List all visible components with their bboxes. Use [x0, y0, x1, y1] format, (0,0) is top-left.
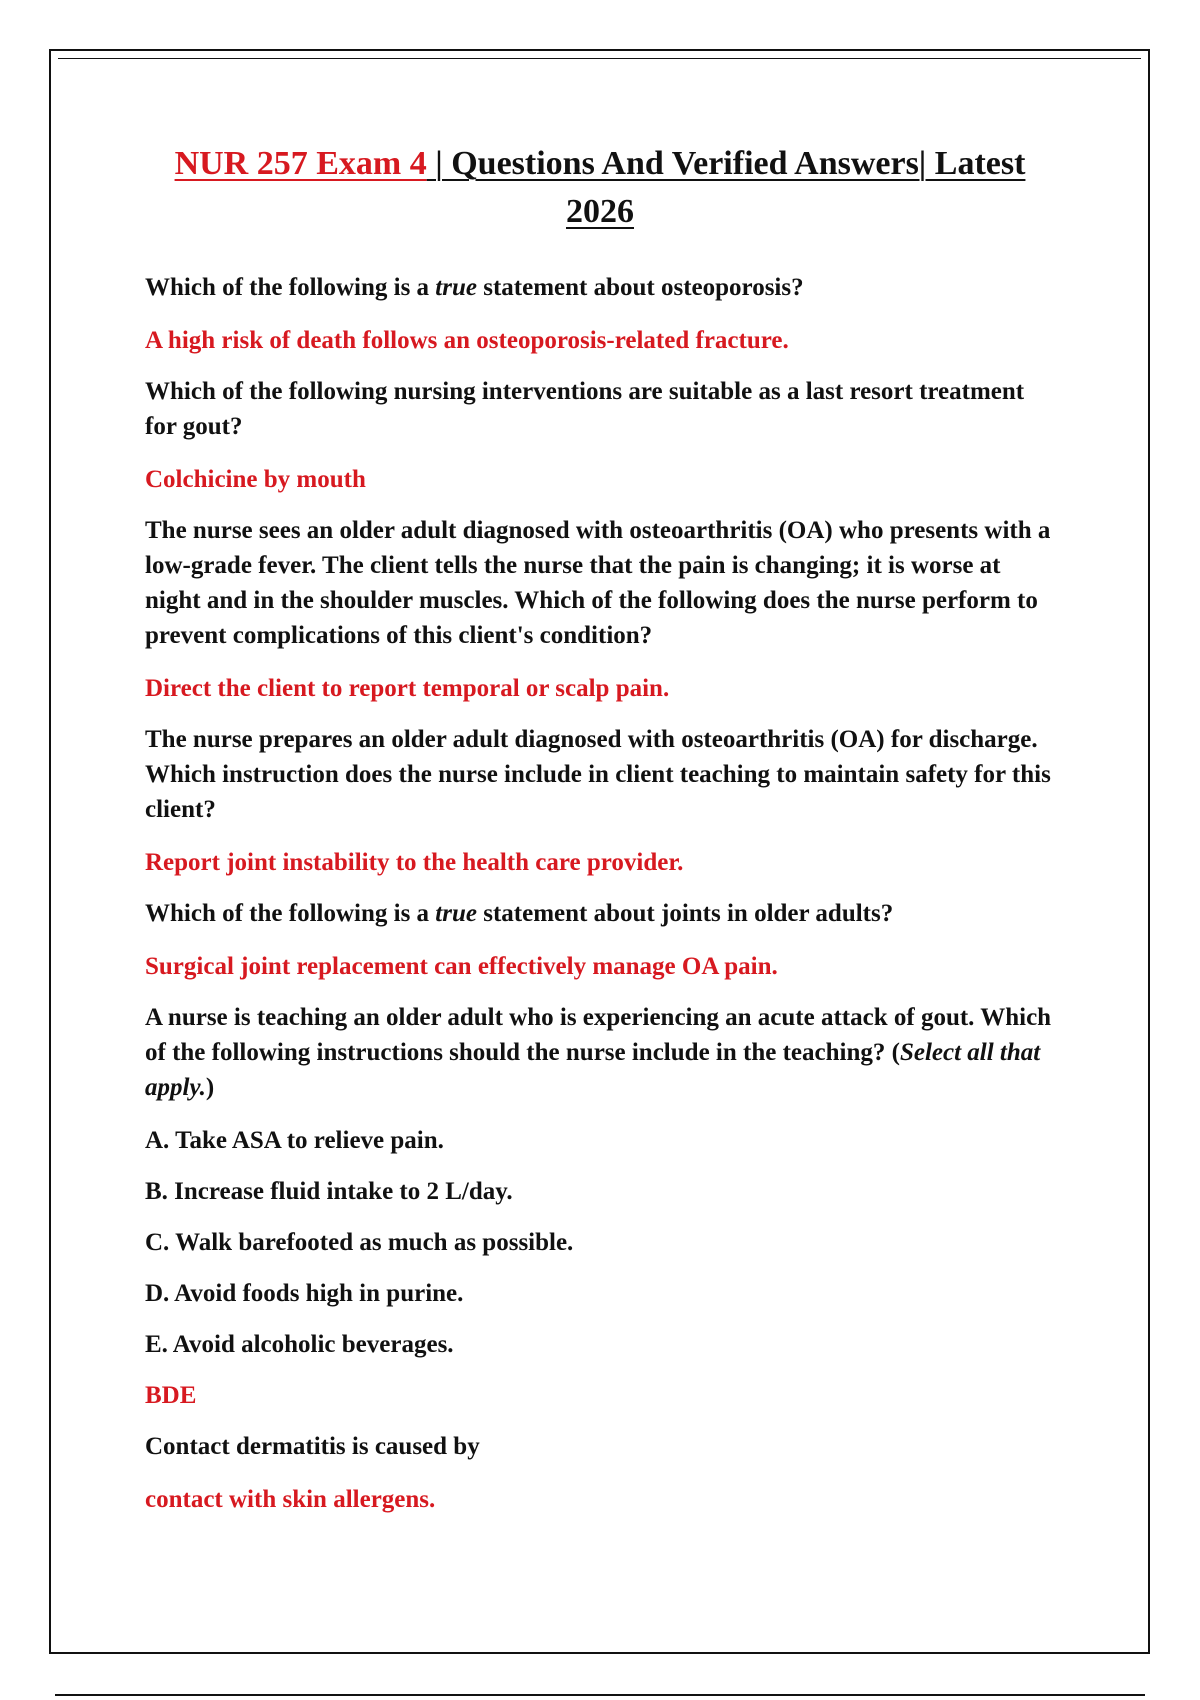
- question-6-emphasis: Select all that apply.: [145, 1039, 1041, 1101]
- question-4: The nurse prepares an older adult diagnosed with osteoarthritis (OA) for discharge. Which instruction does the nurse include in client teaching to maintain safety for this client?: [145, 726, 1051, 823]
- question-6: [145, 1000, 1055, 1105]
- answer-4: Report joint instability to the health care provider.: [145, 849, 684, 876]
- question-1-text-end: statement about osteoporosis?: [476, 274, 804, 301]
- option-b: B. Increase fluid intake to 2 L/day.: [145, 1178, 513, 1205]
- document-body: [145, 140, 1055, 1533]
- option-d: D. Avoid foods high in purine.: [145, 1280, 464, 1307]
- document-title: [145, 140, 1055, 236]
- question-1: [145, 270, 1055, 305]
- question-2: Which of the following nursing interventions are suitable as a last resort treatment for gout?: [145, 378, 1025, 440]
- title-subtitle: | Questions And Verified Answers| Latest: [426, 145, 1026, 182]
- answer-7: contact with skin allergens.: [145, 1486, 436, 1513]
- question-1-emphasis: true: [435, 274, 477, 301]
- answer-6: BDE: [145, 1382, 197, 1409]
- question-5-text: Which of the following is a: [145, 900, 436, 927]
- question-5-text-end: statement about joints in older adults?: [476, 900, 894, 927]
- question-7: Contact dermatitis is caused by: [145, 1433, 480, 1460]
- question-5-emphasis: true: [435, 900, 477, 927]
- answer-5: Surgical joint replacement can effectively manage OA pain.: [145, 953, 778, 980]
- answer-3: Direct the client to report temporal or scalp pain.: [145, 675, 670, 702]
- answer-1: A high risk of death follows an osteoporosis-related fracture.: [145, 327, 789, 354]
- bottom-rule: [55, 1694, 1145, 1696]
- title-course: NUR 257 Exam 4: [174, 145, 427, 182]
- question-1-text: Which of the following is a: [145, 274, 436, 301]
- question-6-text-end: ): [205, 1074, 215, 1101]
- question-3: The nurse sees an older adult diagnosed with osteoarthritis (OA) who presents with a low-grade fever. The client tells the nurse that the pain is changing; it is worse at night and in the shoulder muscles. Which of the following does the nurse perform to prevent complications of this client's condition?: [145, 517, 1051, 649]
- question-5: [145, 896, 1055, 931]
- title-year: 2026: [566, 193, 634, 230]
- question-6-text: A nurse is teaching an older adult who is experiencing an acute attack of gout. Which of the following instructions should the nurse include in the teaching? (: [145, 1004, 1052, 1066]
- option-c: C. Walk barefooted as much as possible.: [145, 1229, 574, 1256]
- option-a: A. Take ASA to relieve pain.: [145, 1127, 444, 1154]
- top-rule: [58, 58, 1141, 59]
- option-e: E. Avoid alcoholic beverages.: [145, 1331, 454, 1358]
- answer-2: Colchicine by mouth: [145, 466, 366, 493]
